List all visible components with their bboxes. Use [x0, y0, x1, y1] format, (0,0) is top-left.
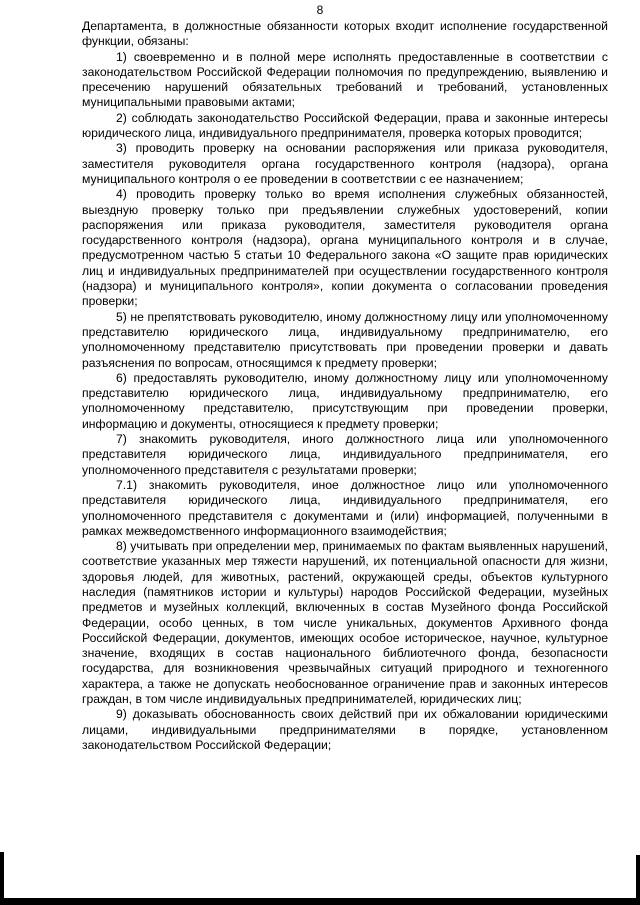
scan-border-bottom	[0, 898, 640, 905]
paragraph-item-9: 9) доказывать обоснованность своих действий при их обжаловании юридическими лицами, индивидуальными предпринимателями в порядке, установленном законодательством Российской Федерации;	[82, 707, 608, 752]
paragraph-item-7-1: 7.1) знакомить руководителя, иное должностное лицо или уполномоченного представителя юридического лица, индивидуального предпринимателя, его уполномоченного представителя с документами и (или) информацией, полученными в рамках межведомственного информационного взаимодействия;	[82, 477, 608, 538]
document-body	[82, 19, 608, 753]
paragraph-item-7: 7) знакомить руководителя, иного должностного лица или уполномоченного представителя юридического лица, индивидуального предпринимателя, его уполномоченного представителя с результатами проверки;	[82, 432, 608, 477]
paragraph-item-4: 4) проводить проверку только во время исполнения служебных обязанностей, выездную проверку только при предъявлении служебных удостоверений, копии распоряжения или приказа руководителя, заместителя руководителя органа государственного контроля (надзора), органа муниципального контроля и в случае, предусмотренном частью 5 статьи 10 Федерального закона «О защите прав юридических лиц и индивидуальных предпринимателей при осуществлении государственного контроля (надзора) и муниципального контроля», копии документа о согласовании проведения проверки;	[82, 187, 608, 309]
paragraph-intro: Департамента, в должностные обязанности которых входит исполнение государственной функции, обязаны:	[82, 19, 608, 49]
paragraph-item-8: 8) учитывать при определении мер, принимаемых по фактам выявленных нарушений, соответствие указанных мер тяжести нарушений, их потенциальной опасности для жизни, здоровья людей, для животных, растений, окружающей среды, объектов культурного наследия (памятников истории и культуры) народов Российской Федерации, музейных предметов и музейных коллекций, включенных в состав Музейного фонда Российской Федерации, особо ценных, в том числе уникальных, документов Архивного фонда Российской Федерации, документов, имеющих особое историческое, научное, культурное значение, входящих в состав национального библиотечного фонда, безопасности государства, для возникновения чрезвычайных ситуаций природного и техногенного характера, а также не допускать необоснованное ограничение прав и законных интересов граждан, в том числе индивидуальных предпринимателей, юридических лиц;	[82, 539, 608, 707]
page-number: 8	[316, 3, 324, 17]
paragraph-item-6: 6) предоставлять руководителю, иному должностному лицу или уполномоченному представителю юридического лица, индивидуальному предпринимателю, его уполномоченному представителю, присутствующим при проведении проверки, информацию и документы, относящиеся к предмету проверки;	[82, 370, 608, 431]
paragraph-item-5: 5) не препятствовать руководителю, иному должностному лицу или уполномоченному представителю юридического лица, индивидуальному предпринимателю, его уполномоченному представителю присутствовать при проведении проверки и давать разъяснения по вопросам, относящимся к предмету проверки;	[82, 309, 608, 370]
paragraph-item-2: 2) соблюдать законодательство Российской Федерации, права и законные интересы юридического лица, индивидуального предпринимателя, проверка которых проводится;	[82, 110, 608, 141]
paragraph-item-3: 3) проводить проверку на основании распоряжения или приказа руководителя, заместителя руководителя органа государственного контроля (надзора), органа муниципального контроля о ее проведении в соответствии с ее назначением;	[82, 141, 608, 186]
paragraph-item-1: 1) своевременно и в полной мере исполнять предоставленные в соответствии с законодательством Российской Федерации полномочия по предупреждению, выявлению и пресечению нарушений обязательных требований и требований, установленных муниципальными правовыми актами;	[82, 49, 608, 110]
